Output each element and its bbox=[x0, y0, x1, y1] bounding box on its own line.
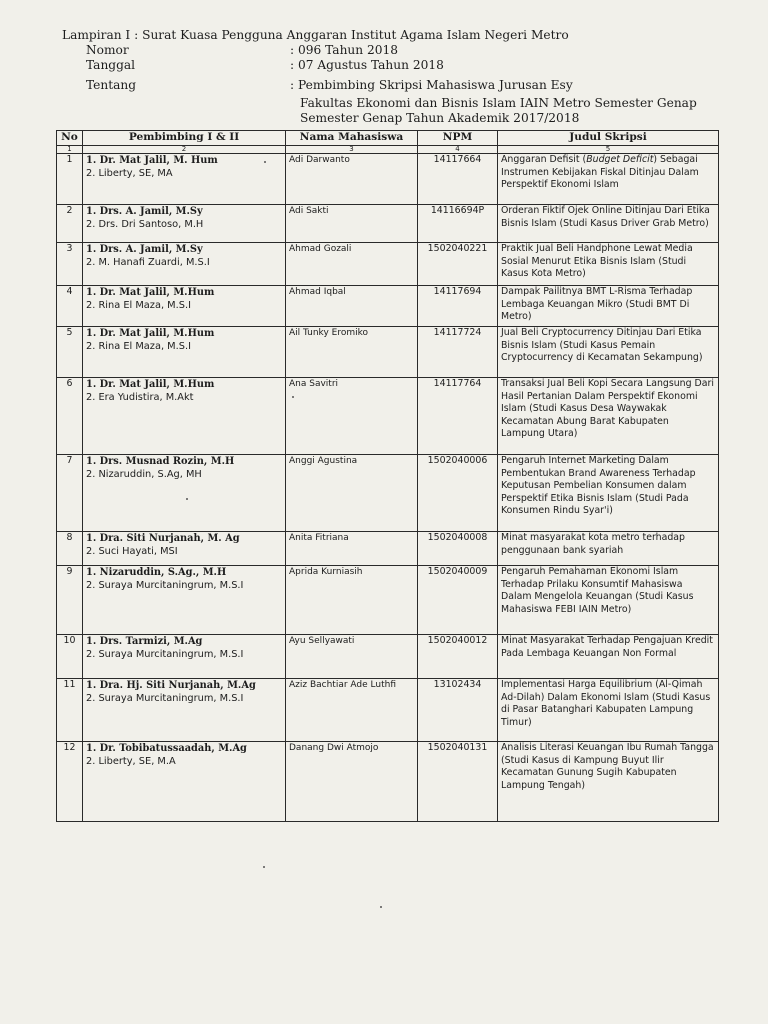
table-row bbox=[57, 286, 719, 327]
table-row bbox=[57, 679, 719, 742]
student-npm: 1502040008 bbox=[418, 532, 498, 566]
student-name: Anggi Agustina bbox=[286, 455, 418, 532]
supervisor-2: 2. Liberty, SE, MA bbox=[86, 168, 173, 179]
student-name: Anita Fitriana bbox=[286, 532, 418, 566]
row-number: 6 bbox=[57, 378, 83, 455]
student-name: Adi Sakti bbox=[286, 205, 418, 243]
header-supervisors: Pembimbing I & II bbox=[83, 131, 286, 146]
subject-continuation-1 bbox=[62, 96, 742, 111]
thesis-title: Praktik Jual Beli Handphone Lewat Media Sosial Menurut Etika Bisnis Islam (Studi Kasus Kota Metro) bbox=[498, 243, 719, 286]
student-name: Aziz Bachtiar Ade Luthfi bbox=[286, 679, 418, 742]
supervisors-cell bbox=[83, 532, 286, 566]
supervisor-2: 2. Liberty, SE, M.A bbox=[86, 756, 176, 767]
student-name: Ahmad Gozali bbox=[286, 243, 418, 286]
col-number: 2 bbox=[83, 146, 286, 154]
supervisors-cell bbox=[83, 742, 286, 822]
header-no: No bbox=[57, 131, 83, 146]
supervisor-1: 1. Dr. Mat Jalil, M.Hum bbox=[86, 379, 215, 390]
supervisor-table bbox=[56, 130, 719, 822]
row-number: 8 bbox=[57, 532, 83, 566]
table-row bbox=[57, 455, 719, 532]
student-npm: 13102434 bbox=[418, 679, 498, 742]
row-number: 3 bbox=[57, 243, 83, 286]
thesis-title: Pengaruh Internet Marketing Dalam Pembentukan Brand Awareness Terhadap Keputusan Pembelian Konsumen dalam Perspektif Etika Bisnis Islam (Studi Pada Konsumen Rindu Syar'i) bbox=[498, 455, 719, 532]
col-number: 3 bbox=[286, 146, 418, 154]
row-number: 10 bbox=[57, 635, 83, 679]
supervisor-2: 2. Suraya Murcitaningrum, M.S.I bbox=[86, 693, 244, 704]
thesis-title: Orderan Fiktif Ojek Online Ditinjau Dari Etika Bisnis Islam (Studi Kasus Driver Grab Metro) bbox=[498, 205, 719, 243]
col-number: 5 bbox=[498, 146, 719, 154]
student-npm: 1502040131 bbox=[418, 742, 498, 822]
field-label: Tentang bbox=[86, 78, 137, 92]
title-part: Anggaran Defisit ( bbox=[501, 154, 587, 165]
row-number: 12 bbox=[57, 742, 83, 822]
subject-continuation-2 bbox=[62, 111, 742, 126]
student-name: Ayu Sellyawati bbox=[286, 635, 418, 679]
subject-text: Fakultas Ekonomi dan Bisnis Islam IAIN Metro Semester Genap bbox=[300, 96, 697, 110]
field-value: : 07 Agustus Tahun 2018 bbox=[290, 58, 444, 72]
col-number: 4 bbox=[418, 146, 498, 154]
thesis-title: Pengaruh Pemahaman Ekonomi Islam Terhadap Prilaku Konsumtif Mahasiswa Dalam Mengelola Keuangan (Studi Kasus Mahasiswa FEBI IAIN Metro) bbox=[498, 566, 719, 635]
supervisors-cell bbox=[83, 286, 286, 327]
document-header bbox=[62, 28, 742, 126]
field-nomor bbox=[62, 43, 742, 58]
thesis-title: Minat masyarakat kota metro terhadap penggunaan bank syariah bbox=[498, 532, 719, 566]
supervisors-cell bbox=[83, 154, 286, 205]
field-label: Nomor bbox=[86, 43, 129, 57]
table-row bbox=[57, 566, 719, 635]
supervisor-1: 1. Dra. Hj. Siti Nurjanah, M.Ag bbox=[86, 680, 256, 691]
row-number: 4 bbox=[57, 286, 83, 327]
supervisor-1: 1. Dr. Mat Jalil, M.Hum bbox=[86, 287, 215, 298]
scan-speck bbox=[292, 396, 294, 398]
table-row bbox=[57, 154, 719, 205]
supervisor-1: 1. Drs. Tarmizi, M.Ag bbox=[86, 636, 203, 647]
row-number: 7 bbox=[57, 455, 83, 532]
attachment-title: Lampiran I : Surat Kuasa Pengguna Anggaran Institut Agama Islam Negeri Metro bbox=[62, 28, 569, 42]
supervisor-1: 1. Drs. A. Jamil, M.Sy bbox=[86, 206, 203, 217]
supervisor-2: 2. Suci Hayati, MSI bbox=[86, 546, 178, 557]
supervisor-2: 2. Rina El Maza, M.S.I bbox=[86, 300, 191, 311]
student-name: Aprida Kurniasih bbox=[286, 566, 418, 635]
table-row bbox=[57, 532, 719, 566]
subject-text: Semester Genap Tahun Akademik 2017/2018 bbox=[300, 111, 580, 125]
student-name: Ahmad Iqbal bbox=[286, 286, 418, 327]
student-name: Ana Savitri bbox=[286, 378, 418, 455]
supervisors-cell bbox=[83, 635, 286, 679]
supervisor-2: 2. M. Hanafi Zuardi, M.S.I bbox=[86, 257, 210, 268]
thesis-title: Dampak Pailitnya BMT L-Risma Terhadap Lembaga Keuangan Mikro (Studi BMT Di Metro) bbox=[498, 286, 719, 327]
thesis-title: Implementasi Harga Equilibrium (Al-Qimah Ad-Dilah) Dalam Ekonomi Islam (Studi Kasus di Pasar Batanghari Kabupaten Lampung Timur) bbox=[498, 679, 719, 742]
table-row bbox=[57, 378, 719, 455]
header-title-line bbox=[62, 28, 742, 43]
student-name: Adi Darwanto bbox=[286, 154, 418, 205]
supervisor-1: 1. Dra. Siti Nurjanah, M. Ag bbox=[86, 533, 240, 544]
student-name: Danang Dwi Atmojo bbox=[286, 742, 418, 822]
column-number-row bbox=[57, 146, 719, 154]
title-part: ) Sebagai Instrumen Kebijakan Fiskal Ditinjau Dalam Perspektif Ekonomi Islam bbox=[501, 154, 699, 191]
student-name: Ail Tunky Eromiko bbox=[286, 327, 418, 378]
supervisors-cell bbox=[83, 566, 286, 635]
table-row bbox=[57, 742, 719, 822]
supervisor-1: 1. Drs. A. Jamil, M.Sy bbox=[86, 244, 203, 255]
scan-speck bbox=[186, 498, 188, 500]
supervisors-cell bbox=[83, 243, 286, 286]
scan-speck bbox=[380, 906, 382, 908]
supervisor-1: 1. Dr. Mat Jalil, M.Hum bbox=[86, 328, 215, 339]
header-npm: NPM bbox=[418, 131, 498, 146]
title-emphasis: Budget Deficit bbox=[586, 154, 654, 165]
supervisor-2: 2. Rina El Maza, M.S.I bbox=[86, 341, 191, 352]
field-label: Tanggal bbox=[86, 58, 136, 72]
supervisors-cell bbox=[83, 205, 286, 243]
student-npm: 1502040221 bbox=[418, 243, 498, 286]
student-npm: 14116694P bbox=[418, 205, 498, 243]
header-thesis-title: Judul Skripsi bbox=[498, 131, 719, 146]
supervisor-1: 1. Dr. Mat Jalil, M. Hum bbox=[86, 155, 218, 166]
supervisor-2: 2. Drs. Dri Santoso, M.H bbox=[86, 219, 204, 230]
table-row bbox=[57, 327, 719, 378]
field-tentang bbox=[62, 78, 742, 93]
row-number: 1 bbox=[57, 154, 83, 205]
thesis-title: Transaksi Jual Beli Kopi Secara Langsung Dari Hasil Pertanian Dalam Perspektif Ekonomi Islam (Studi Kasus Desa Waywakak Kecamatan Abung Barat Kabupaten Lampung Utara) bbox=[498, 378, 719, 455]
thesis-title: Minat Masyarakat Terhadap Pengajuan Kredit Pada Lembaga Keuangan Non Formal bbox=[498, 635, 719, 679]
student-npm: 1502040006 bbox=[418, 455, 498, 532]
supervisor-2: 2. Nizaruddin, S.Ag, MH bbox=[86, 469, 202, 480]
supervisor-2: 2. Suraya Murcitaningrum, M.S.I bbox=[86, 580, 244, 591]
supervisors-cell bbox=[83, 327, 286, 378]
row-number: 11 bbox=[57, 679, 83, 742]
supervisors-cell bbox=[83, 455, 286, 532]
scan-speck bbox=[263, 866, 265, 868]
supervisor-1: 1. Drs. Musnad Rozin, M.H bbox=[86, 456, 235, 467]
thesis-title: Jual Beli Cryptocurrency Ditinjau Dari Etika Bisnis Islam (Studi Kasus Pemain Cryptocurrency di Kecamatan Sekampung) bbox=[498, 327, 719, 378]
thesis-title bbox=[498, 154, 719, 205]
supervisor-1: 1. Nizaruddin, S.Ag., M.H bbox=[86, 567, 227, 578]
row-number: 5 bbox=[57, 327, 83, 378]
col-number: 1 bbox=[57, 146, 83, 154]
student-npm: 14117724 bbox=[418, 327, 498, 378]
field-value: : Pembimbing Skripsi Mahasiswa Jurusan Esy bbox=[290, 78, 573, 92]
table-row bbox=[57, 635, 719, 679]
supervisors-cell bbox=[83, 679, 286, 742]
student-npm: 14117764 bbox=[418, 378, 498, 455]
table-row bbox=[57, 243, 719, 286]
row-number: 2 bbox=[57, 205, 83, 243]
field-value: : 096 Tahun 2018 bbox=[290, 43, 399, 57]
header-student-name: Nama Mahasiswa bbox=[286, 131, 418, 146]
supervisor-2: 2. Era Yudistira, M.Akt bbox=[86, 392, 194, 403]
student-npm: 1502040009 bbox=[418, 566, 498, 635]
student-npm: 14117694 bbox=[418, 286, 498, 327]
row-number: 9 bbox=[57, 566, 83, 635]
field-tanggal bbox=[62, 58, 742, 73]
supervisors-cell bbox=[83, 378, 286, 455]
supervisor-1: 1. Dr. Tobibatussaadah, M.Ag bbox=[86, 743, 247, 754]
student-npm: 14117664 bbox=[418, 154, 498, 205]
supervisor-2: 2. Suraya Murcitaningrum, M.S.I bbox=[86, 649, 244, 660]
scan-speck bbox=[264, 161, 266, 163]
student-npm: 1502040012 bbox=[418, 635, 498, 679]
thesis-title: Analisis Literasi Keuangan Ibu Rumah Tangga (Studi Kasus di Kampung Buyut Ilir Kecamatan Gunung Sugih Kabupaten Lampung Tengah) bbox=[498, 742, 719, 822]
table-row bbox=[57, 205, 719, 243]
table-header-row bbox=[57, 131, 719, 146]
